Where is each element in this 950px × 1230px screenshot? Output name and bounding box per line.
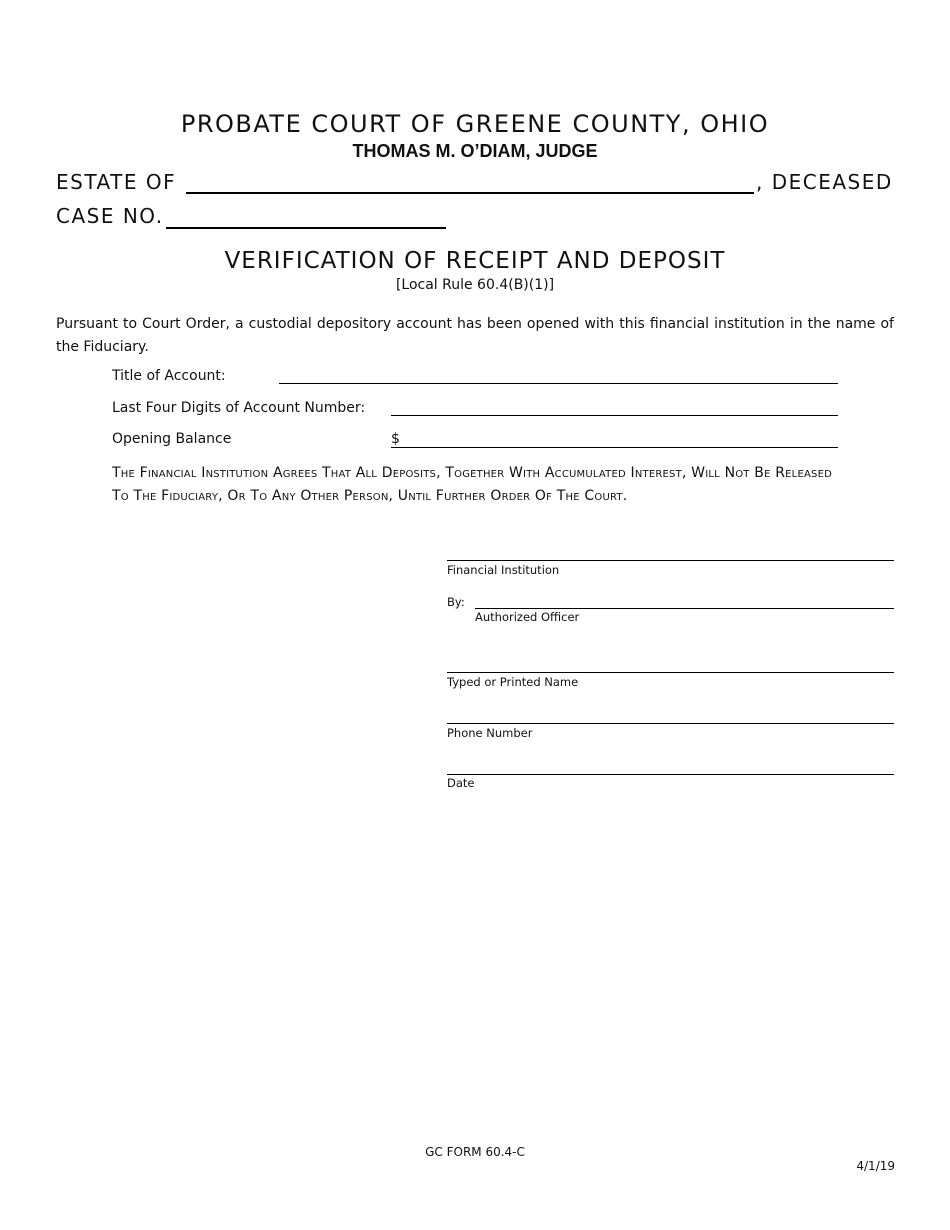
judge-name: THOMAS M. O’DIAM, JUDGE (352, 141, 598, 161)
case-number-field[interactable] (166, 227, 446, 229)
date-field[interactable] (447, 774, 894, 775)
local-rule: [Local Rule 60.4(B)(1)] (395, 277, 555, 293)
title-of-account-label: Title of Account: (112, 368, 226, 384)
by-label: By: (447, 595, 465, 609)
opening-balance-field[interactable] (391, 447, 838, 448)
currency-symbol: $ (391, 431, 400, 447)
form-title: VERIFICATION OF RECEIPT AND DEPOSIT (224, 248, 726, 274)
phone-number-label: Phone Number (447, 726, 533, 740)
form-number: GC FORM 60.4-C (425, 1145, 525, 1159)
intro-paragraph: Pursuant to Court Order, a custodial depository account has been opened with this financial institution in the name of the Fiduciary. (56, 316, 894, 355)
authorized-officer-label: Authorized Officer (475, 610, 580, 624)
revision-date: 4/1/19 (856, 1159, 895, 1173)
typed-name-field[interactable] (447, 672, 894, 673)
case-number-label: CASE NO. (56, 204, 164, 228)
deceased-label: , DECEASED (756, 170, 893, 194)
authorized-officer-field[interactable] (475, 608, 894, 609)
opening-balance-label: Opening Balance (112, 431, 232, 447)
estate-label: ESTATE OF (56, 170, 177, 194)
date-label: Date (447, 776, 475, 790)
last-four-digits-label: Last Four Digits of Account Number: (112, 400, 366, 416)
phone-number-field[interactable] (447, 723, 894, 724)
title-of-account-field[interactable] (279, 383, 838, 384)
financial-institution-field[interactable] (447, 560, 894, 561)
court-title: PROBATE COURT OF GREENE COUNTY, OHIO (180, 110, 770, 138)
agreement-text: The Financial Institution Agrees That All Deposits, Together With Accumulated Interest, Will Not Be Released To The Fiduciary, Or To Any Other Person, Until Further Order Of The Court. (112, 465, 832, 504)
estate-name-field[interactable] (186, 192, 754, 194)
financial-institution-label: Financial Institution (447, 563, 560, 577)
last-four-digits-field[interactable] (391, 415, 838, 416)
typed-name-label: Typed or Printed Name (447, 675, 579, 689)
